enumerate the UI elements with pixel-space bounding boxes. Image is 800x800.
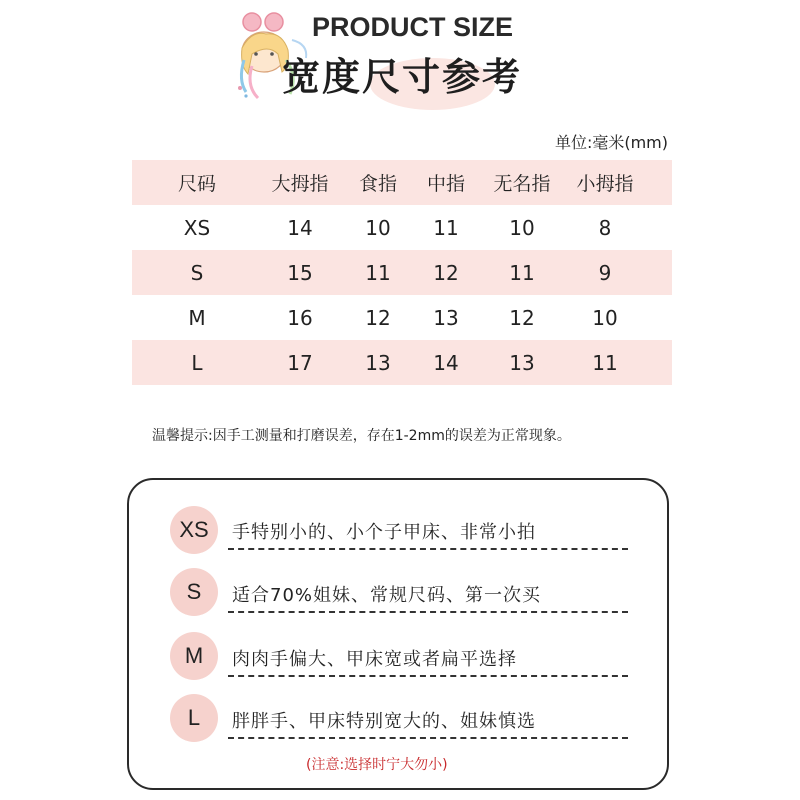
table-cell: 15	[287, 260, 313, 285]
table-cell: 11	[509, 260, 535, 285]
size-badge-xs: XS	[170, 506, 218, 554]
table-cell: 12	[509, 305, 535, 330]
table-cell: 11	[433, 215, 459, 240]
header-cell-size: 尺码	[177, 173, 216, 195]
guide-text-s: 适合70%姐妹、常规尺码、第一次买	[232, 585, 542, 606]
size-table	[132, 160, 672, 385]
dashed-divider	[228, 611, 628, 613]
tip-text: 温馨提示:因手工测量和打磨误差，存在1-2mm的误差为正常现象。	[152, 428, 571, 444]
table-cell: 10	[365, 215, 391, 240]
warning-text: (注意:选择时宁大勿小)	[306, 757, 448, 773]
table-cell: M	[188, 305, 206, 330]
table-cell: 13	[433, 305, 459, 330]
table-cell: 17	[287, 350, 313, 375]
guide-text-l: 胖胖手、甲床特别宽大的、姐妹慎选	[232, 711, 536, 732]
page-title-english: PRODUCT SIZE	[312, 12, 514, 42]
table-cell: 13	[509, 350, 535, 375]
dashed-divider	[228, 737, 628, 739]
dashed-divider	[228, 675, 628, 677]
table-cell: 8	[598, 215, 612, 240]
page-title-chinese: 宽度尺寸参考	[282, 55, 523, 99]
guide-text-m: 肉肉手偏大、甲床宽或者扁平选择	[232, 649, 517, 670]
table-cell: XS	[183, 215, 211, 240]
header-cell-ring: 无名指	[493, 173, 551, 195]
header-cell-middle: 中指	[426, 173, 465, 195]
table-row	[132, 205, 672, 250]
table-row	[132, 250, 672, 295]
table-cell: 16	[287, 305, 313, 330]
table-row	[132, 295, 672, 340]
table-cell: 12	[433, 260, 459, 285]
table-row	[132, 340, 672, 385]
table-cell: 11	[365, 260, 391, 285]
size-badge-l: L	[170, 694, 218, 742]
table-cell: 9	[598, 260, 612, 285]
header-cell-index: 食指	[358, 173, 397, 195]
dashed-divider	[228, 548, 628, 550]
unit-label: 单位:毫米(mm)	[554, 133, 668, 152]
table-cell: 10	[509, 215, 535, 240]
table-cell: 10	[592, 305, 618, 330]
table-cell: 14	[287, 215, 313, 240]
size-badge-s: S	[170, 568, 218, 616]
table-header-row	[132, 160, 672, 205]
table-cell: L	[191, 350, 203, 375]
table-cell: 12	[365, 305, 391, 330]
guide-text-xs: 手特别小的、小个子甲床、非常小拍	[232, 522, 536, 543]
table-cell: 13	[365, 350, 391, 375]
header-cell-pinky: 小拇指	[576, 173, 634, 195]
table-cell: 11	[592, 350, 618, 375]
table-cell: S	[190, 260, 204, 285]
size-badge-m: M	[170, 632, 218, 680]
table-cell: 14	[433, 350, 459, 375]
header-cell-thumb: 大拇指	[271, 173, 329, 195]
